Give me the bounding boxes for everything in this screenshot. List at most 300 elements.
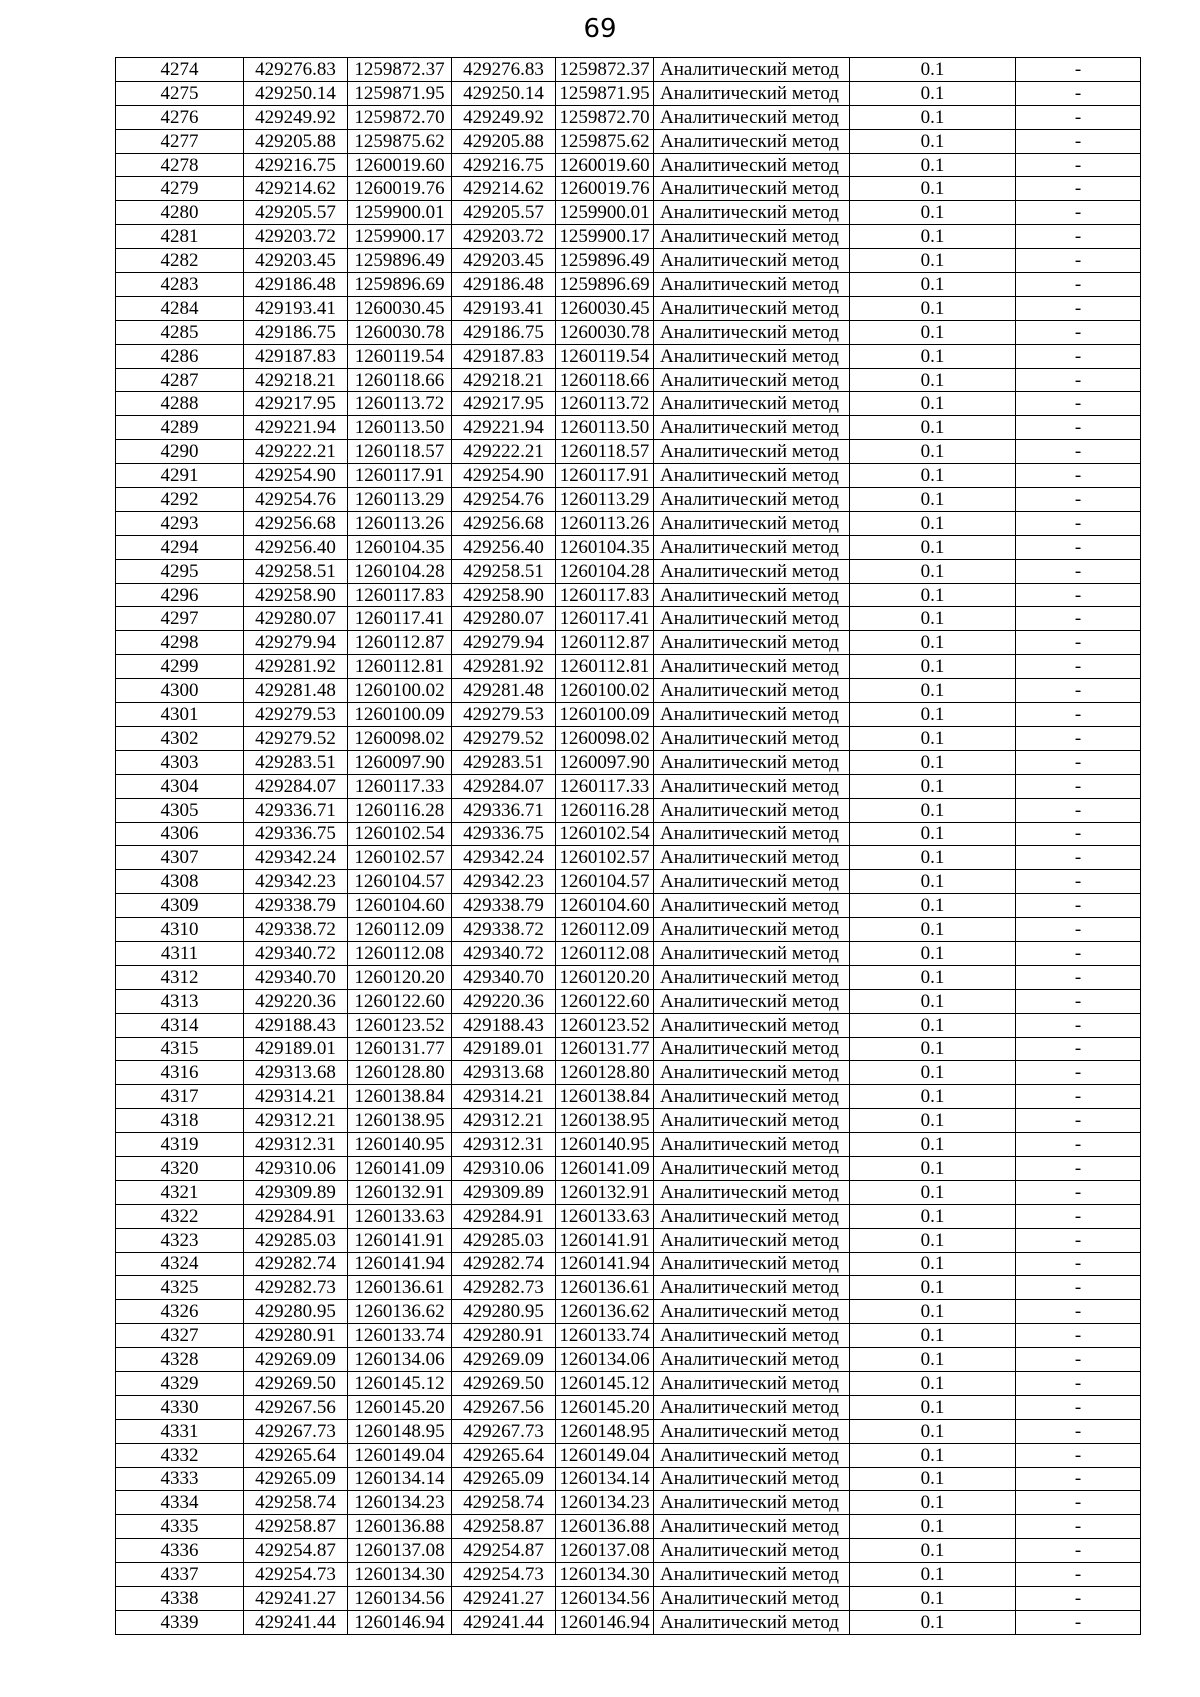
method-cell: Аналитический метод [654,1348,850,1372]
note-cell: - [1016,1180,1141,1204]
x-old-cell: 429338.72 [244,918,348,942]
note-cell: - [1016,750,1141,774]
y-new-cell: 1260123.52 [556,1013,654,1037]
table-row [116,726,1141,750]
note-cell: - [1016,1013,1141,1037]
x-old-cell: 429216.75 [244,153,348,177]
x-old-cell: 429256.68 [244,511,348,535]
x-old-cell: 429187.83 [244,344,348,368]
y-new-cell: 1260100.02 [556,679,654,703]
x-old-cell: 429267.56 [244,1395,348,1419]
y-old-cell: 1260141.91 [348,1228,452,1252]
method-cell: Аналитический метод [654,58,850,82]
table-row [116,798,1141,822]
x-new-cell: 429216.75 [452,153,556,177]
x-new-cell: 429284.07 [452,774,556,798]
note-cell: - [1016,918,1141,942]
point-number-cell: 4303 [116,750,244,774]
x-new-cell: 429269.09 [452,1348,556,1372]
y-old-cell: 1259872.37 [348,58,452,82]
note-cell: - [1016,129,1141,153]
table-row [116,1180,1141,1204]
y-new-cell: 1260097.90 [556,750,654,774]
y-old-cell: 1260030.45 [348,296,452,320]
y-new-cell: 1260104.28 [556,559,654,583]
note-cell: - [1016,559,1141,583]
accuracy-cell: 0.1 [850,1037,1016,1061]
x-old-cell: 429258.51 [244,559,348,583]
accuracy-cell: 0.1 [850,1061,1016,1085]
y-old-cell: 1260113.72 [348,392,452,416]
y-old-cell: 1260117.83 [348,583,452,607]
accuracy-cell: 0.1 [850,344,1016,368]
method-cell: Аналитический метод [654,1515,850,1539]
accuracy-cell: 0.1 [850,225,1016,249]
point-number-cell: 4277 [116,129,244,153]
method-cell: Аналитический метод [654,416,850,440]
accuracy-cell: 0.1 [850,679,1016,703]
x-old-cell: 429342.23 [244,870,348,894]
note-cell: - [1016,249,1141,273]
x-new-cell: 429309.89 [452,1180,556,1204]
accuracy-cell: 0.1 [850,1252,1016,1276]
note-cell: - [1016,1563,1141,1587]
x-old-cell: 429269.50 [244,1371,348,1395]
accuracy-cell: 0.1 [850,1371,1016,1395]
accuracy-cell: 0.1 [850,1204,1016,1228]
point-number-cell: 4286 [116,344,244,368]
method-cell: Аналитический метод [654,870,850,894]
accuracy-cell: 0.1 [850,941,1016,965]
point-number-cell: 4336 [116,1539,244,1563]
accuracy-cell: 0.1 [850,440,1016,464]
x-new-cell: 429269.50 [452,1371,556,1395]
y-old-cell: 1260019.76 [348,177,452,201]
y-new-cell: 1260149.04 [556,1443,654,1467]
y-new-cell: 1259896.49 [556,249,654,273]
method-cell: Аналитический метод [654,1491,850,1515]
note-cell: - [1016,153,1141,177]
method-cell: Аналитический метод [654,344,850,368]
table-row [116,1443,1141,1467]
y-new-cell: 1260145.12 [556,1371,654,1395]
y-new-cell: 1260134.56 [556,1587,654,1611]
note-cell: - [1016,1467,1141,1491]
accuracy-cell: 0.1 [850,1228,1016,1252]
x-new-cell: 429312.31 [452,1133,556,1157]
method-cell: Аналитический метод [654,392,850,416]
point-number-cell: 4322 [116,1204,244,1228]
method-cell: Аналитический метод [654,249,850,273]
y-old-cell: 1260134.56 [348,1587,452,1611]
x-new-cell: 429221.94 [452,416,556,440]
y-old-cell: 1260112.87 [348,631,452,655]
table-row [116,1491,1141,1515]
y-new-cell: 1259872.37 [556,58,654,82]
y-new-cell: 1260104.60 [556,894,654,918]
point-number-cell: 4321 [116,1180,244,1204]
method-cell: Аналитический метод [654,1276,850,1300]
y-old-cell: 1260145.12 [348,1371,452,1395]
y-new-cell: 1260138.84 [556,1085,654,1109]
x-new-cell: 429203.72 [452,225,556,249]
point-number-cell: 4332 [116,1443,244,1467]
point-number-cell: 4339 [116,1610,244,1634]
y-new-cell: 1260019.60 [556,153,654,177]
point-number-cell: 4333 [116,1467,244,1491]
y-old-cell: 1260120.20 [348,965,452,989]
x-new-cell: 429205.88 [452,129,556,153]
y-new-cell: 1260104.35 [556,535,654,559]
x-old-cell: 429217.95 [244,392,348,416]
x-old-cell: 429338.79 [244,894,348,918]
x-old-cell: 429241.44 [244,1610,348,1634]
table-row [116,822,1141,846]
note-cell: - [1016,1610,1141,1634]
y-old-cell: 1260145.20 [348,1395,452,1419]
point-number-cell: 4335 [116,1515,244,1539]
y-new-cell: 1260141.94 [556,1252,654,1276]
y-old-cell: 1259872.70 [348,105,452,129]
y-new-cell: 1259896.69 [556,273,654,297]
table-row [116,440,1141,464]
table-row [116,1156,1141,1180]
x-new-cell: 429186.48 [452,273,556,297]
x-old-cell: 429280.95 [244,1300,348,1324]
accuracy-cell: 0.1 [850,1587,1016,1611]
y-new-cell: 1260134.06 [556,1348,654,1372]
y-old-cell: 1260137.08 [348,1539,452,1563]
note-cell: - [1016,798,1141,822]
y-new-cell: 1260116.28 [556,798,654,822]
x-new-cell: 429265.09 [452,1467,556,1491]
table-row [116,1563,1141,1587]
table-row [116,1228,1141,1252]
table-row [116,941,1141,965]
point-number-cell: 4274 [116,58,244,82]
x-new-cell: 429340.72 [452,941,556,965]
y-old-cell: 1260148.95 [348,1419,452,1443]
x-old-cell: 429279.52 [244,726,348,750]
method-cell: Аналитический метод [654,81,850,105]
x-old-cell: 429188.43 [244,1013,348,1037]
y-new-cell: 1260113.29 [556,488,654,512]
table-row [116,249,1141,273]
y-new-cell: 1260133.63 [556,1204,654,1228]
method-cell: Аналитический метод [654,822,850,846]
table-row [116,1061,1141,1085]
x-new-cell: 429249.92 [452,105,556,129]
accuracy-cell: 0.1 [850,153,1016,177]
y-new-cell: 1260112.09 [556,918,654,942]
note-cell: - [1016,1109,1141,1133]
y-old-cell: 1260132.91 [348,1180,452,1204]
x-new-cell: 429283.51 [452,750,556,774]
x-old-cell: 429265.64 [244,1443,348,1467]
y-old-cell: 1260113.26 [348,511,452,535]
table-row [116,1395,1141,1419]
table-row [116,1109,1141,1133]
y-new-cell: 1260102.54 [556,822,654,846]
accuracy-cell: 0.1 [850,464,1016,488]
point-number-cell: 4296 [116,583,244,607]
note-cell: - [1016,81,1141,105]
table-row [116,58,1141,82]
method-cell: Аналитический метод [654,225,850,249]
y-new-cell: 1259872.70 [556,105,654,129]
x-old-cell: 429205.88 [244,129,348,153]
point-number-cell: 4306 [116,822,244,846]
x-new-cell: 429282.73 [452,1276,556,1300]
x-old-cell: 429285.03 [244,1228,348,1252]
method-cell: Аналитический метод [654,894,850,918]
note-cell: - [1016,511,1141,535]
y-old-cell: 1260141.09 [348,1156,452,1180]
table-row [116,965,1141,989]
x-old-cell: 429284.07 [244,774,348,798]
accuracy-cell: 0.1 [850,368,1016,392]
x-old-cell: 429280.91 [244,1324,348,1348]
table-row [116,679,1141,703]
y-old-cell: 1260122.60 [348,989,452,1013]
y-old-cell: 1260113.50 [348,416,452,440]
x-old-cell: 429309.89 [244,1180,348,1204]
method-cell: Аналитический метод [654,1252,850,1276]
method-cell: Аналитический метод [654,153,850,177]
point-number-cell: 4316 [116,1061,244,1085]
point-number-cell: 4315 [116,1037,244,1061]
accuracy-cell: 0.1 [850,1443,1016,1467]
note-cell: - [1016,1443,1141,1467]
table-row [116,368,1141,392]
method-cell: Аналитический метод [654,1610,850,1634]
point-number-cell: 4293 [116,511,244,535]
table-row [116,1324,1141,1348]
y-old-cell: 1260136.61 [348,1276,452,1300]
note-cell: - [1016,607,1141,631]
point-number-cell: 4292 [116,488,244,512]
x-new-cell: 429279.53 [452,703,556,727]
point-number-cell: 4297 [116,607,244,631]
page-number: 69 [583,14,617,44]
note-cell: - [1016,1085,1141,1109]
table-row [116,918,1141,942]
y-new-cell: 1260133.74 [556,1324,654,1348]
method-cell: Аналитический метод [654,1109,850,1133]
point-number-cell: 4314 [116,1013,244,1037]
method-cell: Аналитический метод [654,440,850,464]
table-row [116,296,1141,320]
method-cell: Аналитический метод [654,750,850,774]
note-cell: - [1016,870,1141,894]
y-new-cell: 1260134.30 [556,1563,654,1587]
method-cell: Аналитический метод [654,488,850,512]
method-cell: Аналитический метод [654,559,850,583]
method-cell: Аналитический метод [654,320,850,344]
table-row [116,1252,1141,1276]
note-cell: - [1016,201,1141,225]
note-cell: - [1016,1156,1141,1180]
x-new-cell: 429267.56 [452,1395,556,1419]
x-new-cell: 429276.83 [452,58,556,82]
x-new-cell: 429258.90 [452,583,556,607]
method-cell: Аналитический метод [654,464,850,488]
note-cell: - [1016,535,1141,559]
y-old-cell: 1260138.95 [348,1109,452,1133]
note-cell: - [1016,105,1141,129]
x-old-cell: 429312.31 [244,1133,348,1157]
x-old-cell: 429221.94 [244,416,348,440]
x-new-cell: 429280.95 [452,1300,556,1324]
method-cell: Аналитический метод [654,679,850,703]
y-new-cell: 1259871.95 [556,81,654,105]
x-old-cell: 429203.45 [244,249,348,273]
point-number-cell: 4327 [116,1324,244,1348]
table-row [116,1085,1141,1109]
x-new-cell: 429218.21 [452,368,556,392]
accuracy-cell: 0.1 [850,822,1016,846]
y-new-cell: 1260122.60 [556,989,654,1013]
point-number-cell: 4334 [116,1491,244,1515]
x-old-cell: 429269.09 [244,1348,348,1372]
accuracy-cell: 0.1 [850,1563,1016,1587]
point-number-cell: 4319 [116,1133,244,1157]
y-old-cell: 1260100.02 [348,679,452,703]
point-number-cell: 4295 [116,559,244,583]
note-cell: - [1016,1252,1141,1276]
table-row [116,153,1141,177]
accuracy-cell: 0.1 [850,392,1016,416]
y-old-cell: 1260134.14 [348,1467,452,1491]
y-old-cell: 1260136.88 [348,1515,452,1539]
accuracy-cell: 0.1 [850,1539,1016,1563]
point-number-cell: 4294 [116,535,244,559]
point-number-cell: 4312 [116,965,244,989]
point-number-cell: 4325 [116,1276,244,1300]
point-number-cell: 4299 [116,655,244,679]
x-new-cell: 429188.43 [452,1013,556,1037]
method-cell: Аналитический метод [654,1467,850,1491]
y-old-cell: 1260146.94 [348,1610,452,1634]
method-cell: Аналитический метод [654,726,850,750]
method-cell: Аналитический метод [654,535,850,559]
note-cell: - [1016,583,1141,607]
accuracy-cell: 0.1 [850,870,1016,894]
x-old-cell: 429279.53 [244,703,348,727]
method-cell: Аналитический метод [654,655,850,679]
table-row [116,774,1141,798]
accuracy-cell: 0.1 [850,1013,1016,1037]
y-new-cell: 1260117.41 [556,607,654,631]
x-new-cell: 429250.14 [452,81,556,105]
y-old-cell: 1260112.09 [348,918,452,942]
y-old-cell: 1260113.29 [348,488,452,512]
x-new-cell: 429222.21 [452,440,556,464]
note-cell: - [1016,631,1141,655]
table-row [116,105,1141,129]
x-old-cell: 429193.41 [244,296,348,320]
note-cell: - [1016,726,1141,750]
note-cell: - [1016,296,1141,320]
note-cell: - [1016,989,1141,1013]
y-old-cell: 1260102.54 [348,822,452,846]
y-old-cell: 1259871.95 [348,81,452,105]
accuracy-cell: 0.1 [850,488,1016,512]
note-cell: - [1016,177,1141,201]
note-cell: - [1016,488,1141,512]
x-new-cell: 429241.27 [452,1587,556,1611]
table-row [116,559,1141,583]
accuracy-cell: 0.1 [850,416,1016,440]
table-row [116,1539,1141,1563]
note-cell: - [1016,1324,1141,1348]
y-new-cell: 1260136.62 [556,1300,654,1324]
x-new-cell: 429342.24 [452,846,556,870]
table-row [116,750,1141,774]
accuracy-cell: 0.1 [850,894,1016,918]
x-new-cell: 429205.57 [452,201,556,225]
table-row [116,488,1141,512]
y-old-cell: 1260104.28 [348,559,452,583]
y-new-cell: 1259900.01 [556,201,654,225]
table-row [116,1419,1141,1443]
table-row [116,1037,1141,1061]
table-row [116,201,1141,225]
y-old-cell: 1260141.94 [348,1252,452,1276]
table-row [116,1133,1141,1157]
x-old-cell: 429265.09 [244,1467,348,1491]
point-number-cell: 4301 [116,703,244,727]
accuracy-cell: 0.1 [850,703,1016,727]
y-new-cell: 1260117.83 [556,583,654,607]
method-cell: Аналитический метод [654,583,850,607]
note-cell: - [1016,1348,1141,1372]
accuracy-cell: 0.1 [850,1156,1016,1180]
point-number-cell: 4310 [116,918,244,942]
y-old-cell: 1260116.28 [348,798,452,822]
x-new-cell: 429186.75 [452,320,556,344]
point-number-cell: 4324 [116,1252,244,1276]
method-cell: Аналитический метод [654,1371,850,1395]
point-number-cell: 4290 [116,440,244,464]
note-cell: - [1016,1037,1141,1061]
x-old-cell: 429336.75 [244,822,348,846]
x-new-cell: 429336.71 [452,798,556,822]
method-cell: Аналитический метод [654,1395,850,1419]
y-new-cell: 1260030.45 [556,296,654,320]
x-old-cell: 429340.70 [244,965,348,989]
note-cell: - [1016,1515,1141,1539]
accuracy-cell: 0.1 [850,655,1016,679]
x-new-cell: 429217.95 [452,392,556,416]
accuracy-cell: 0.1 [850,1419,1016,1443]
y-new-cell: 1260136.88 [556,1515,654,1539]
x-old-cell: 429203.72 [244,225,348,249]
accuracy-cell: 0.1 [850,559,1016,583]
method-cell: Аналитический метод [654,273,850,297]
point-number-cell: 4323 [116,1228,244,1252]
method-cell: Аналитический метод [654,1419,850,1443]
table-row [116,1610,1141,1634]
x-old-cell: 429340.72 [244,941,348,965]
x-old-cell: 429267.73 [244,1419,348,1443]
x-old-cell: 429280.07 [244,607,348,631]
point-number-cell: 4276 [116,105,244,129]
point-number-cell: 4308 [116,870,244,894]
table-row [116,1300,1141,1324]
y-new-cell: 1259900.17 [556,225,654,249]
y-old-cell: 1260118.57 [348,440,452,464]
